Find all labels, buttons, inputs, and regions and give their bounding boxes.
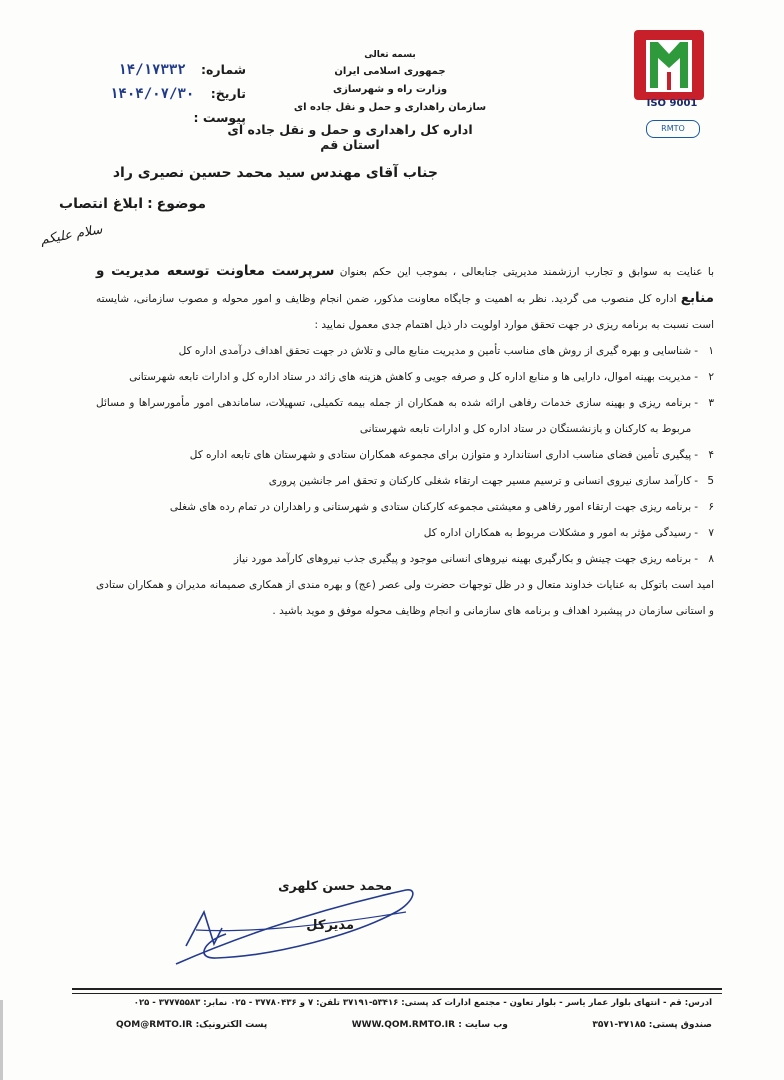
footer-divider: [72, 993, 722, 994]
list-item: ۸ - برنامه ریزی جهت چینش و بکارگیری بهینه نیروهای انسانی موجود و پیگیری جذب نیروهای کارآمد مورد نیاز: [233, 553, 714, 565]
po-box: صندوق پستی: ۳۷۱۸۵-۳۵۷۱: [592, 1020, 712, 1030]
greeting: سلام علیکم: [39, 222, 104, 248]
organization-name: سازمان راهداری و حمل و نقل جاده ای: [293, 102, 487, 113]
signer-title: مدیرکل: [306, 918, 354, 933]
list-item: ۲ - مدیریت بهینه اموال، دارایی ها و منابع اداره کل و صرفه جویی و کاهش هزینه های زائد در ستاد اداره کل و ادارات تابعه شهرستانی: [129, 371, 714, 383]
rmto-badge: RMTO: [646, 120, 700, 138]
number-label: شماره:: [201, 62, 246, 77]
letter-number: ۱۴/۱۷۳۳۲: [118, 62, 186, 78]
attachment-label: پیوست :: [193, 110, 246, 125]
recipient: جناب آقای مهندس سید محمد حسین نصیری راد: [112, 165, 438, 181]
footer-contacts: [116, 1020, 712, 1030]
list-item: ۴ - پیگیری تأمین فضای مناسب اداری استاندارد و متوازن برای مجموعه همکاران ستادی و شهرستان های تابعه اداره کل: [189, 449, 714, 461]
website: وب سایت : WWW.QOM.RMTO.IR: [351, 1020, 508, 1030]
department-name: اداره کل راهداری و حمل و نقل جاده ای استان قم: [227, 122, 473, 152]
list-item: ۱ - شناسایی و بهره گیری از روش های مناسب تأمین و مدیریت منابع مالی و تلاش در جهت تحقق اهداف درآمدی اداره کل: [178, 345, 714, 357]
letter-date: ۱۴۰۴/۰۷/۳۰: [110, 86, 195, 102]
iso-certification: ISO 9001: [646, 98, 698, 109]
republic-name: جمهوری اسلامی ایران: [334, 66, 446, 77]
email: پست الکترونیک: QOM@RMTO.IR: [116, 1020, 268, 1030]
subject-line: موضوع:ابلاغ انتصاب: [59, 196, 206, 212]
list-item: ۳ - برنامه ریزی و بهینه سازی خدمات رفاهی ارائه شده به همکاران از جمله بیمه تکمیلی، تسهیلات، ساماندهی امور مأمورسراها و مسائل مربوط به کارکنان و بازنشستگان در ستاد اداره کل و ادارات تابعه شهرستانی: [96, 397, 714, 435]
intro-after: اداره کل منصوب می گردید. نظر به اهمیت و جایگاه معاونت مذکور، ضمن انجام وظایف و امور محوله و مصوب سازمانی، شایسته است نسبت به برنامه ریزی در جهت تحقق موارد اولویت دار ذیل اهتمام جدی معمول نمایید :: [96, 293, 714, 331]
intro-paragraph: [96, 258, 714, 338]
ministry-name: وزارت راه و شهرسازی: [332, 84, 448, 95]
scan-edge: [0, 1000, 3, 1080]
closing-paragraph: امید است باتوکل به عنایات خداوند متعال و در ظل توجهات حضرت ولی عصر (عج) و بهره مندی از همکاری صمیمانه مدیران و همکاران ستادی و استانی سازمان در پیشبرد اهداف و برنامه های سازمانی و انجام وظایف محوله موفق و موید باشید .: [96, 579, 714, 617]
subject-text: ابلاغ انتصاب: [59, 196, 144, 212]
appointed-position: سرپرست معاونت توسعه مدیریت و منابع: [96, 263, 714, 306]
list-item: 5 - کارآمد سازی نیروی انسانی و ترسیم مسیر جهت ارتقاء شغلی کارکنان و تحقق امر جانشین پروری: [268, 475, 714, 487]
footer-address: آدرس: قم - انتهای بلوار عمار یاسر - بلوار تعاون - مجتمع ادارات کد پستی: ۵۳۴۱۶-۳۷۱۹۱ تلفن: ۷ و ۳۷۷۸۰۴۳۶ - ۰۲۵ نمابر: ۳۷۷۷۵۵۸۳ - ۰۲۵: [133, 998, 712, 1008]
basmala: بسمه تعالی: [364, 50, 416, 60]
date-label: تاریخ:: [210, 86, 246, 101]
list-item: ۷ - رسیدگی مؤثر به امور و مشکلات مربوط به همکاران اداره کل: [423, 527, 714, 539]
intro-before: با عنایت به سوابق و تجارب ارزشمند مدیریتی جنابعالی ، بموجب این حکم بعنوان: [334, 266, 714, 278]
subject-label: موضوع: [156, 196, 206, 212]
list-item: ۶ - برنامه ریزی جهت ارتقاء امور رفاهی و معیشتی مجموعه کارکنان ستادی و شهرستانی و راهداران در تمام رده های شغلی: [169, 501, 714, 513]
signer-name: محمد حسن کلهری: [278, 878, 392, 893]
letter-body: [96, 258, 714, 624]
footer-divider: [72, 988, 722, 990]
priority-list: [96, 338, 714, 572]
